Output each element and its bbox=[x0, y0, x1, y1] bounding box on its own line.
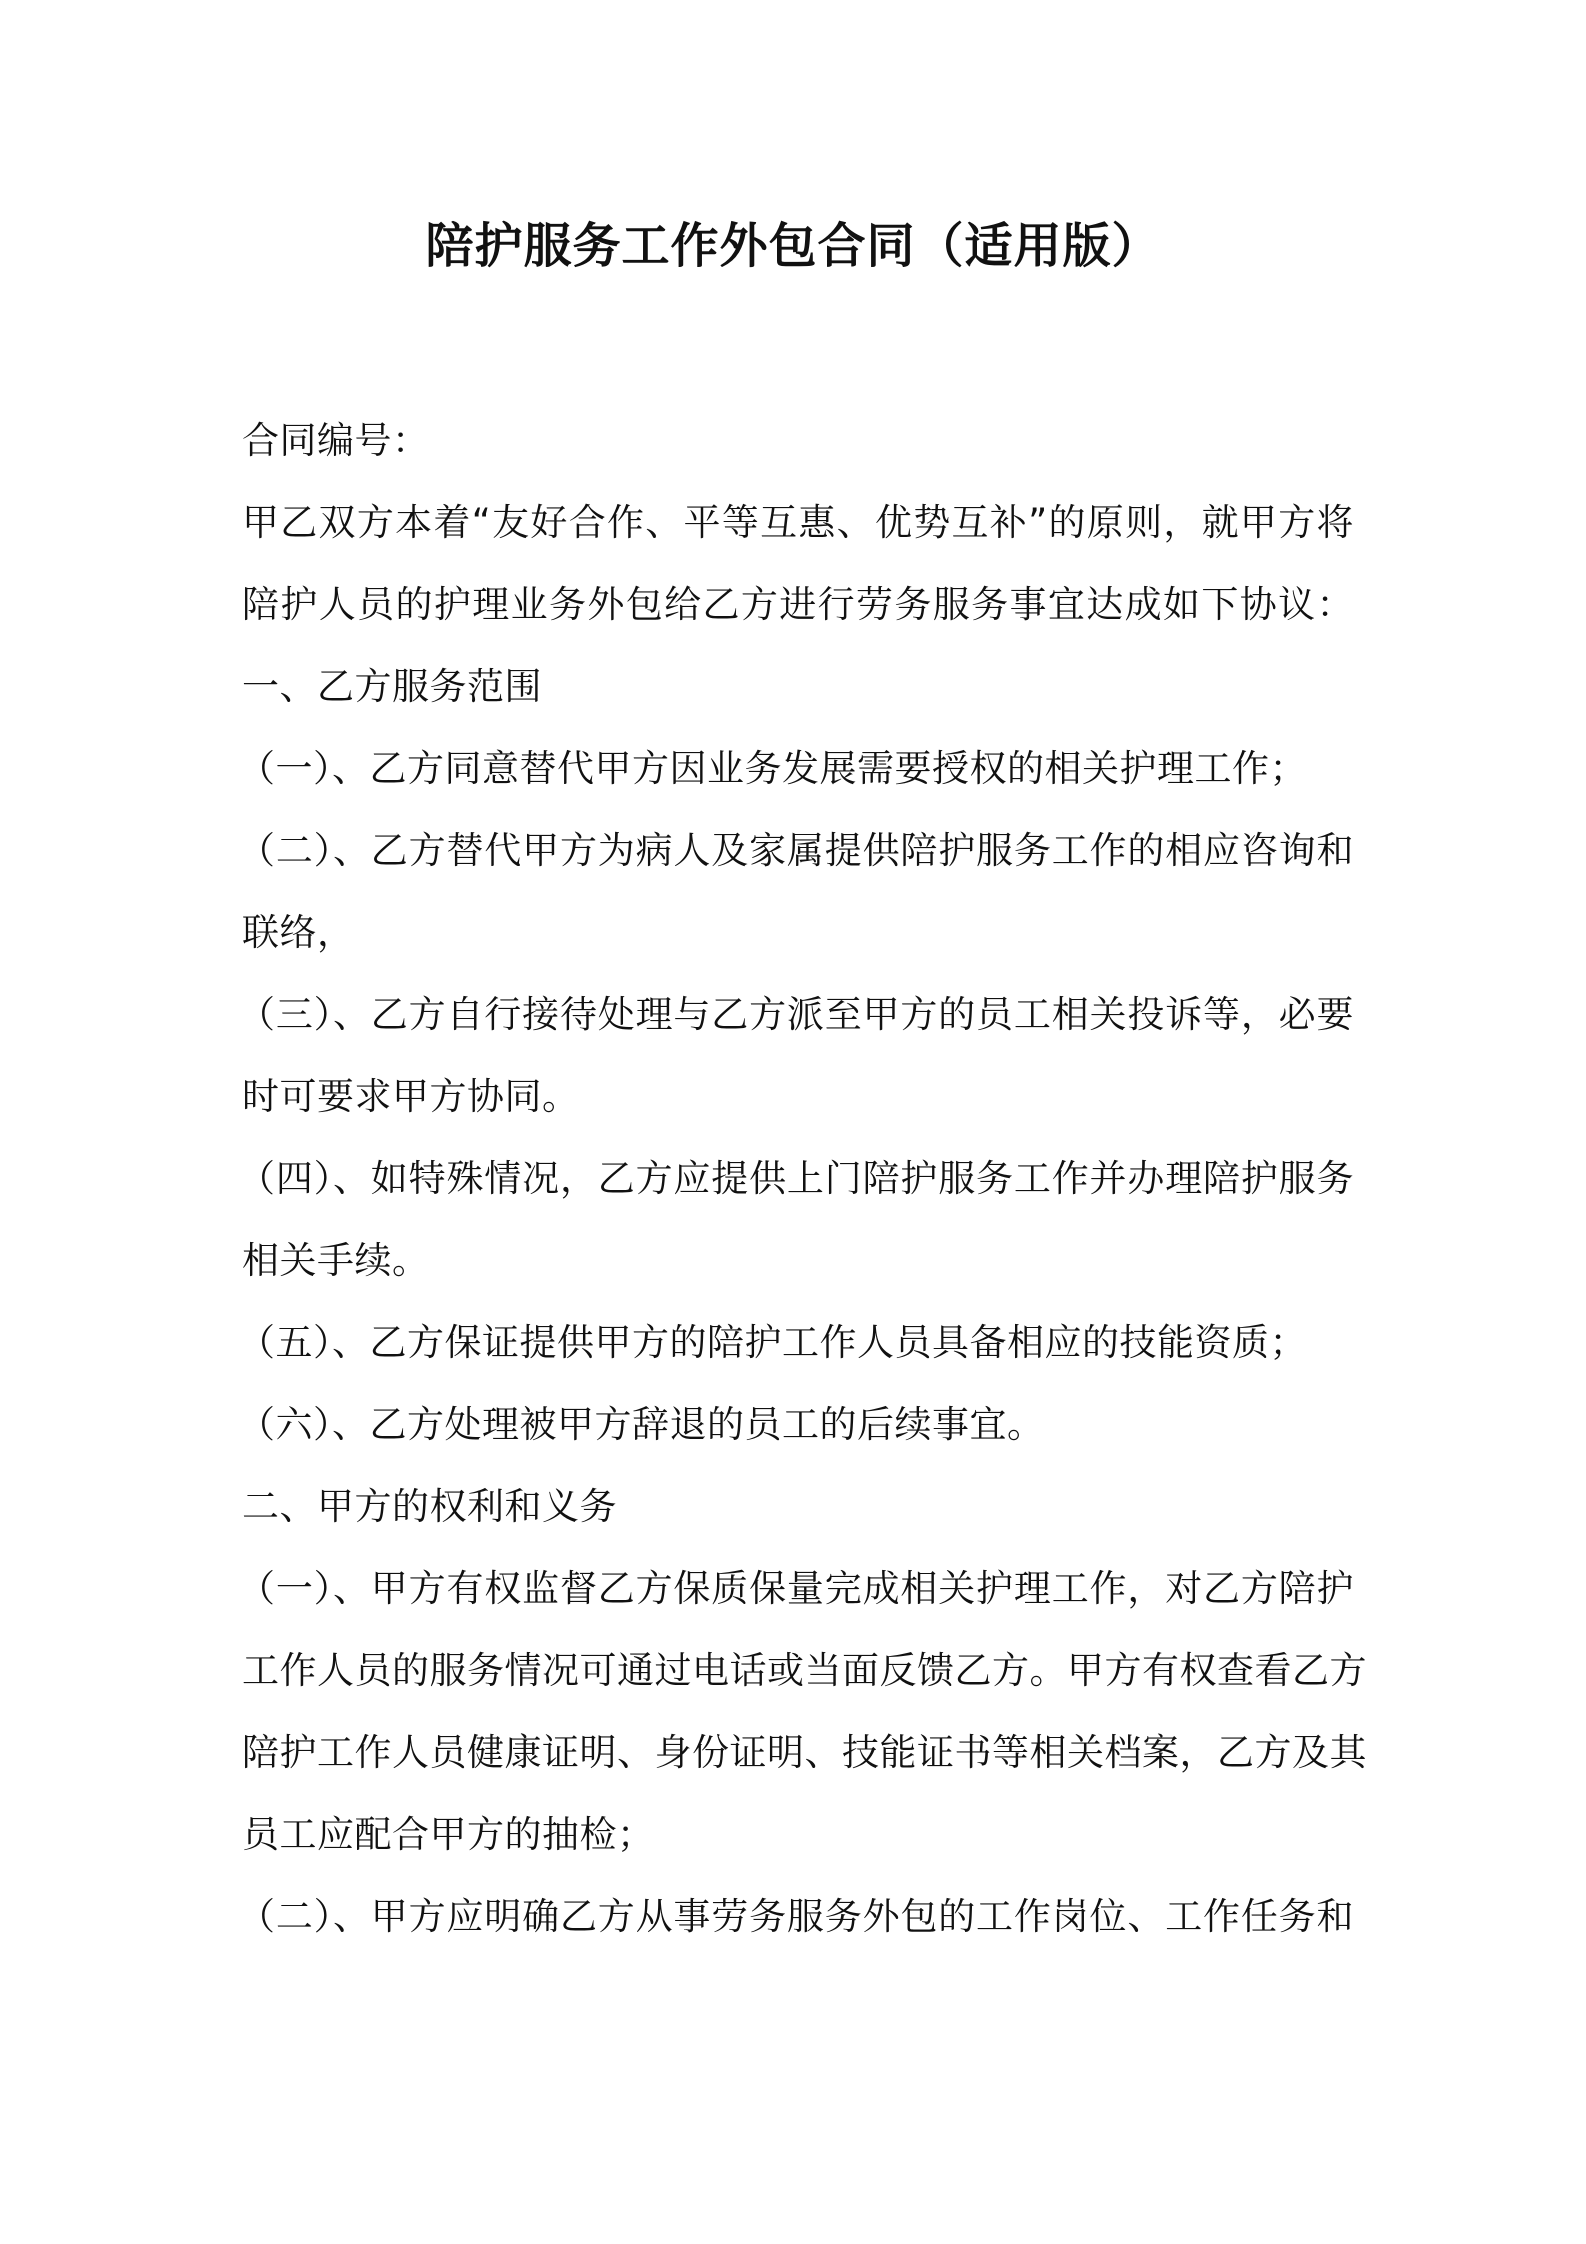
preamble bbox=[242, 482, 1354, 646]
clause-line: （二）、甲方应明确乙方从事劳务服务外包的工作岗位、工作任务和 bbox=[238, 1895, 1354, 1938]
clause-1-6 bbox=[238, 1384, 1354, 1466]
clause-1-5 bbox=[238, 1302, 1354, 1384]
clause-line: 相关手续。 bbox=[242, 1239, 430, 1282]
document-title: 陪护服务工作外包合同（适用版） bbox=[425, 218, 1161, 274]
clause-line: （六）、乙方处理被甲方辞退的员工的后续事宜。 bbox=[238, 1403, 1045, 1446]
clause-line: （四）、如特殊情况，乙方应提供上门陪护服务工作并办理陪护服务 bbox=[238, 1157, 1354, 1200]
preamble-line: 陪护人员的护理业务外包给乙方进行劳务服务事宜达成如下协议： bbox=[242, 583, 1354, 626]
clause-1-4 bbox=[238, 1138, 1354, 1302]
section-1 bbox=[238, 646, 1354, 1466]
clause-line: （三）、乙方自行接待处理与乙方派至甲方的员工相关投诉等，必要 bbox=[238, 993, 1354, 1036]
clause-2-2 bbox=[238, 1876, 1354, 1958]
section-heading: 二、甲方的权利和义务 bbox=[242, 1485, 617, 1528]
clause-line: （一）、乙方同意替代甲方因业务发展需要授权的相关护理工作； bbox=[238, 747, 1307, 790]
preamble-line: 甲乙双方本着“友好合作、平等互惠、优势互补”的原则，就甲方将 bbox=[242, 501, 1354, 544]
clause-line: （五）、乙方保证提供甲方的陪护工作人员具备相应的技能资质； bbox=[238, 1321, 1307, 1364]
clause-line: （二）、乙方替代甲方为病人及家属提供陪护服务工作的相应咨询和 bbox=[238, 829, 1354, 872]
clause-line: 时可要求甲方协同。 bbox=[242, 1075, 580, 1118]
clause-line: 员工应配合甲方的抽检； bbox=[242, 1813, 655, 1856]
document-body bbox=[238, 400, 1367, 1958]
clause-1-1 bbox=[238, 728, 1354, 810]
section-heading: 一、乙方服务范围 bbox=[242, 665, 542, 708]
section-2 bbox=[238, 1466, 1367, 1958]
clause-line: （一）、甲方有权监督乙方保质保量完成相关护理工作，对乙方陪护 bbox=[238, 1567, 1354, 1610]
clause-2-1 bbox=[238, 1548, 1367, 1876]
contract-number-label: 合同编号： bbox=[242, 419, 430, 462]
clause-line: 联络， bbox=[242, 911, 355, 954]
clause-1-3 bbox=[238, 974, 1354, 1138]
clause-1-2 bbox=[238, 810, 1354, 974]
clause-line: 工作人员的服务情况可通过电话或当面反馈乙方。甲方有权查看乙方 bbox=[242, 1649, 1367, 1692]
clause-line: 陪护工作人员健康证明、身份证明、技能证书等相关档案，乙方及其 bbox=[242, 1731, 1367, 1774]
